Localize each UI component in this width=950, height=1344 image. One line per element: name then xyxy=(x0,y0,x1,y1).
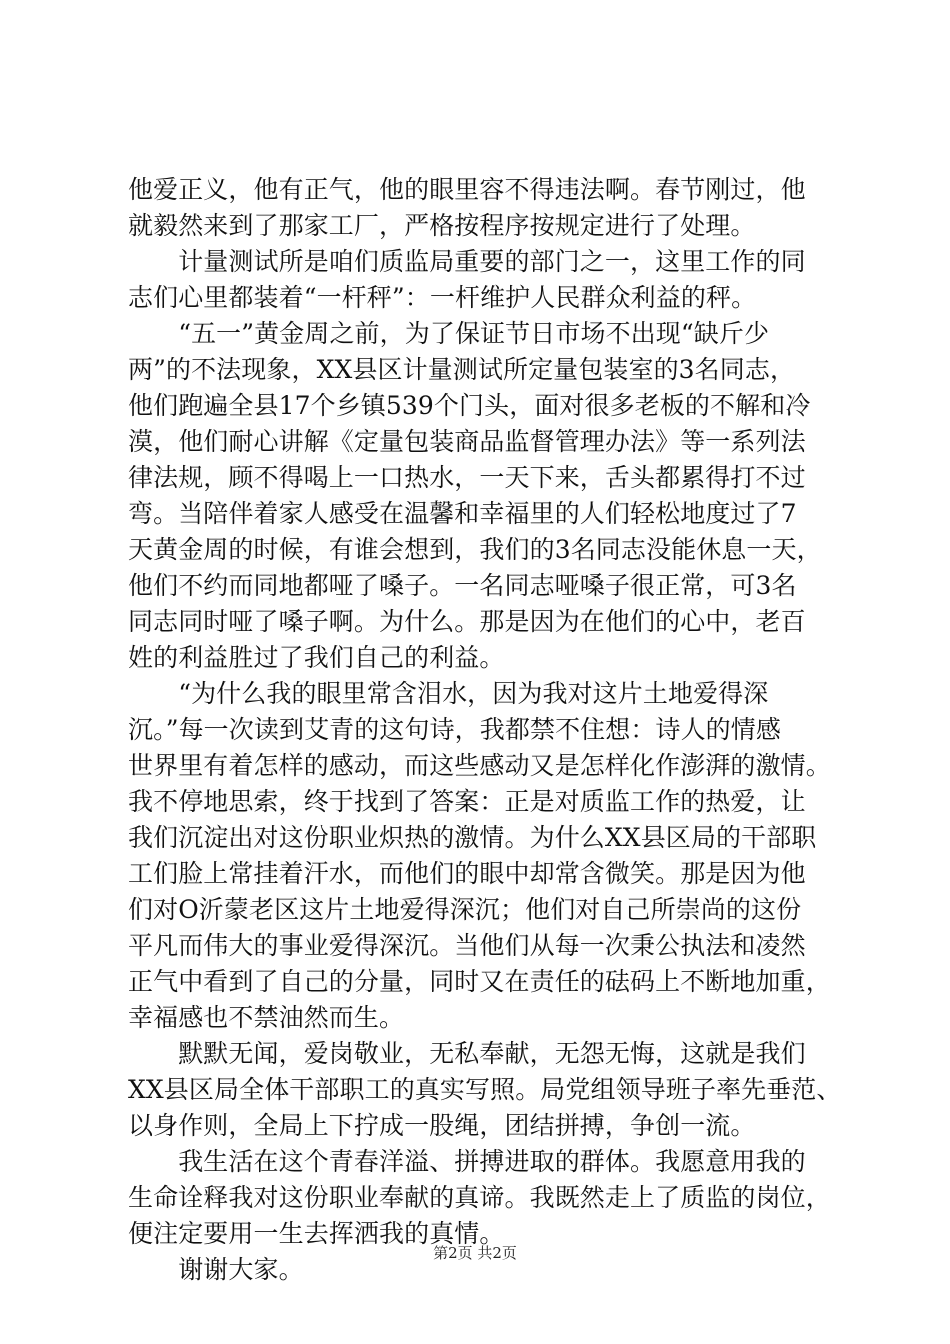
text-line: 我不停地思索，终于找到了答案：正是对质监工作的热爱，让 xyxy=(128,787,806,816)
page-number-footer: 第2页 共2页 xyxy=(433,1244,517,1262)
text-line: 以身作则，全局上下拧成一股绳，团结拼搏，争创一流。 xyxy=(128,1111,756,1140)
text-line: 他们跑遍全县17个乡镇539个门头，面对很多老板的不解和冷 xyxy=(128,391,811,420)
text-line: 律法规，顾不得喝上一口热水，一天下来，舌头都累得打不过 xyxy=(128,463,806,492)
text-line: 们对O沂蒙老区这片土地爱得深沉；他们对自己所崇尚的这份 xyxy=(128,895,802,924)
text-line: 我们沉淀出对这份职业炽热的激情。为什么XX县区局的干部职 xyxy=(128,823,817,852)
text-line: 他爱正义，他有正气，他的眼里容不得违法啊。春节刚过，他 xyxy=(128,175,806,204)
text-line: 便注定要用一生去挥洒我的真情。 xyxy=(128,1219,505,1248)
text-line: 同志同时哑了嗓子啊。为什么。那是因为在他们的心中，老百 xyxy=(128,607,806,636)
text-line: “五一”黄金周之前，为了保证节日市场不出现“缺斤少 xyxy=(128,319,770,348)
text-line: 天黄金周的时候，有谁会想到，我们的3名同志没能休息一天， xyxy=(128,535,822,564)
text-line: 计量测试所是咱们质监局重要的部门之一，这里工作的同 xyxy=(128,247,806,276)
text-line: 姓的利益胜过了我们自己的利益。 xyxy=(128,643,505,672)
text-line: 弯。当陪伴着家人感受在温馨和幸福里的人们轻松地度过了7 xyxy=(128,499,797,528)
document-body xyxy=(128,172,842,1288)
text-line: 沉。”每一次读到艾青的这句诗，我都禁不住想：诗人的情感 xyxy=(128,715,781,744)
text-line: 两”的不法现象，XX县区计量测试所定量包装室的3名同志， xyxy=(128,355,796,384)
text-line: 生命诠释我对这份职业奉献的真谛。我既然走上了质监的岗位， xyxy=(128,1183,831,1212)
text-line: 就毅然来到了那家工厂，严格按程序按规定进行了处理。 xyxy=(128,211,756,240)
text-line: 他们不约而同地都哑了嗓子。一名同志哑嗓子很正常，可3名 xyxy=(128,571,797,600)
text-line: XX县区局全体干部职工的真实写照。局党组领导班子率先垂范、 xyxy=(128,1075,842,1104)
text-line: “为什么我的眼里常含泪水，因为我对这片土地爱得深 xyxy=(128,679,769,708)
text-line: 幸福感也不禁油然而生。 xyxy=(128,1003,405,1032)
text-line: 谢谢大家。 xyxy=(128,1255,304,1284)
text-line: 工们脸上常挂着汗水，而他们的眼中却常含微笑。那是因为他 xyxy=(128,859,806,888)
text-line: 志们心里都装着“一杆秤”：一杆维护人民群众利益的秤。 xyxy=(128,283,757,312)
text-line: 漠，他们耐心讲解《定量包装商品监督管理办法》等一系列法 xyxy=(128,427,806,456)
text-line: 平凡而伟大的事业爱得深沉。当他们从每一次秉公执法和凌然 xyxy=(128,931,806,960)
text-line: 我生活在这个青春洋溢、拼搏进取的群体。我愿意用我的 xyxy=(128,1147,806,1176)
text-line: 世界里有着怎样的感动，而这些感动又是怎样化作澎湃的激情。 xyxy=(128,751,831,780)
text-line: 默默无闻，爱岗敬业，无私奉献，无怨无悔，这就是我们 xyxy=(128,1039,806,1068)
text-line: 正气中看到了自己的分量，同时又在责任的砝码上不断地加重， xyxy=(128,967,831,996)
